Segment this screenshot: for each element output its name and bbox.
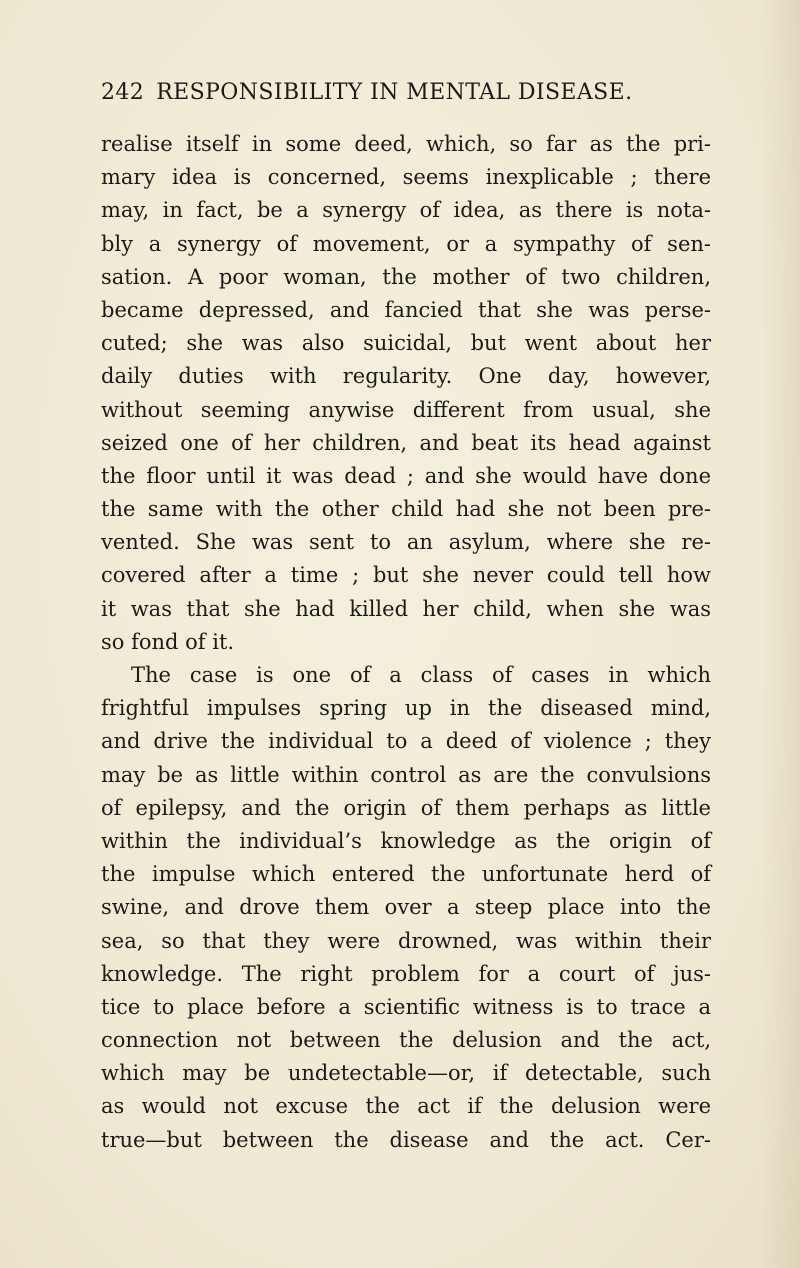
text-line: realise itself in some deed, which, so far as the pri- — [101, 132, 711, 156]
text-line: bly a synergy of movement, or a sympathy of sen- — [101, 231, 711, 256]
text-line: may be as little within control as are the convulsions — [101, 762, 711, 787]
text-line: connection not between the delusion and the act, — [101, 1028, 711, 1053]
text-line: frightful impulses spring up in the diseased mind, — [101, 696, 711, 721]
text-line: of epilepsy, and the origin of them perhaps as little — [101, 795, 711, 820]
text-line: cuted; she was also suicidal, but went about her — [101, 331, 711, 356]
text-line: knowledge. The right problem for a court of jus- — [101, 961, 711, 986]
text-line: within the individual’s knowledge as the origin of — [101, 828, 711, 853]
body-text — [101, 128, 711, 1157]
text-line: which may be undetectable—or, if detectable, such — [101, 1061, 711, 1086]
text-line: the floor until it was dead ; and she would have done — [101, 463, 711, 488]
text-line: vented. She was sent to an asylum, where she re- — [101, 530, 711, 555]
text-line: sea, so that they were drowned, was within their — [101, 928, 711, 953]
text-line: covered after a time ; but she never could tell how — [101, 563, 711, 588]
text-line: the same with the other child had she not been pre- — [101, 497, 711, 522]
text-line: The case is one of a class of cases in which — [131, 663, 711, 687]
running-header — [101, 80, 701, 105]
text-line: became depressed, and fancied that she was perse- — [101, 297, 711, 322]
text-line: as would not excuse the act if the delusion were — [101, 1094, 711, 1119]
text-line: seized one of her children, and beat its head against — [101, 430, 711, 455]
text-line: and drive the individual to a deed of violence ; they — [101, 729, 711, 754]
text-line: swine, and drove them over a steep place into the — [101, 895, 711, 920]
text-line: the impulse which entered the unfortunate herd of — [101, 862, 711, 887]
text-line: daily duties with regularity. One day, however, — [101, 364, 711, 389]
text-line: mary idea is concerned, seems inexplicable ; there — [101, 165, 711, 190]
running-title: RESPONSIBILITY IN MENTAL DISEASE. — [156, 80, 633, 105]
text-line: it was that she had killed her child, when she was — [101, 596, 711, 621]
text-line: tice to place before a scientific witness is to trace a — [101, 994, 711, 1019]
text-line: true—but between the disease and the act. Cer- — [101, 1127, 711, 1152]
text-line: without seeming anywise different from usual, she — [101, 397, 711, 422]
page-number: 242 — [101, 80, 145, 105]
text-line: sation. A poor woman, the mother of two children, — [101, 264, 711, 289]
text-line: may, in fact, be a synergy of idea, as there is nota- — [101, 198, 711, 223]
text-line: so fond of it. — [101, 629, 235, 654]
